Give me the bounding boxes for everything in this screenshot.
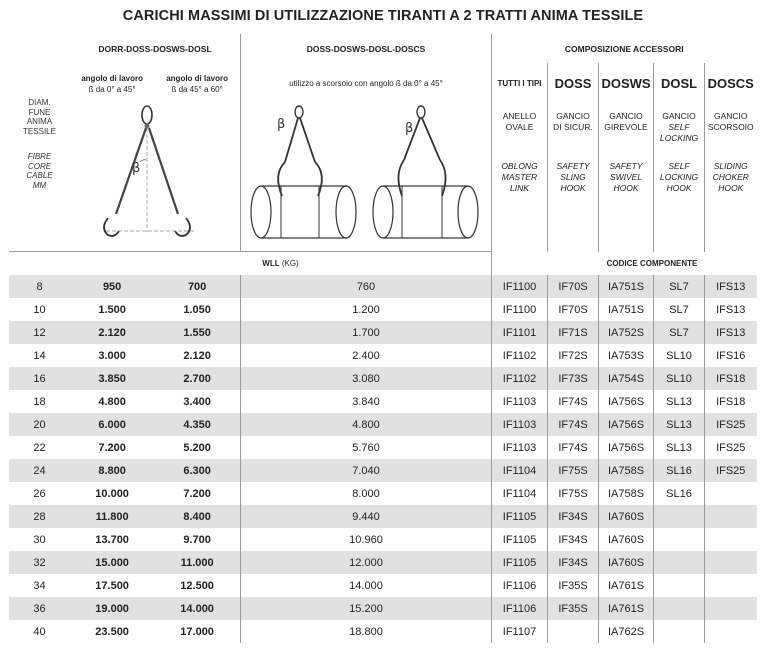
cell-k5 — [705, 574, 757, 597]
cell-k3: IA756S — [599, 436, 654, 459]
cell-a: 17.500 — [95, 579, 129, 592]
wll-unit: (KG) — [281, 259, 299, 268]
cell-k4 — [654, 505, 705, 528]
cell-c: 8.000 — [241, 482, 492, 505]
acc-en: HOOK — [613, 183, 639, 193]
table-row — [9, 275, 757, 298]
cell-d: 24 — [9, 459, 70, 482]
acc-desc-3 — [654, 104, 705, 252]
cell-k5: IFS25 — [705, 436, 757, 459]
cell-k1: IF1100 — [492, 275, 548, 298]
cell-d: 30 — [33, 533, 46, 546]
acc-en: SELF — [668, 161, 690, 171]
cell-c: 14.000 — [241, 574, 492, 597]
cell-a: 4.800 — [98, 395, 126, 408]
cell-b: 3.400 — [183, 395, 211, 408]
cell-c: 5.760 — [241, 436, 492, 459]
wll-table — [9, 34, 757, 643]
cell-k3: IA761S — [599, 597, 654, 620]
table-row — [9, 298, 757, 321]
angle-3: utilizzo a scorsoio con angolo ß da 0° a 45° — [241, 63, 492, 104]
cell-a: 950 — [70, 275, 154, 298]
cell-k5: IFS18 — [705, 390, 757, 413]
cell-k5: IFS25 — [705, 413, 757, 436]
cell-k4: SL13 — [654, 413, 705, 436]
cell-a: 13.700 — [95, 533, 129, 546]
two-leg-sling-illustration — [70, 104, 240, 251]
cell-c: 7.040 — [241, 459, 492, 482]
caption-line: DIAM. — [28, 98, 51, 107]
codice-componente-label: CODICE COMPONENTE — [606, 258, 698, 268]
cell-k2: IF34S — [548, 528, 599, 551]
cell-k2: IF70S — [548, 275, 599, 298]
caption-line: TESSILE — [23, 126, 56, 136]
cell-k4 — [654, 620, 705, 643]
cell-k3: IA762S — [599, 620, 654, 643]
caption-line-en: MM — [32, 180, 47, 190]
acc-code-1: DOSS — [548, 63, 599, 104]
acc-it: GANCIO — [662, 111, 696, 121]
cell-k3: IA756S — [599, 390, 654, 413]
cell-k5 — [705, 482, 757, 505]
cell-c: 4.800 — [241, 413, 492, 436]
acc-code-2: DOSWS — [599, 63, 654, 104]
cell-k4: SL10 — [654, 344, 705, 367]
cell-k4 — [654, 597, 705, 620]
acc-en: SLIDING — [713, 161, 748, 171]
acc-desc-4 — [705, 104, 757, 252]
cell-d: 40 — [33, 625, 46, 638]
cell-a: 10.000 — [95, 487, 129, 500]
acc-en: MASTER — [501, 172, 538, 182]
page-title: CARICHI MASSIMI DI UTILIZZAZIONE TIRANTI A 2 TRATTI ANIMA TESSILE — [122, 8, 644, 24]
table-row — [9, 551, 757, 574]
acc-code-3: DOSL — [654, 63, 705, 104]
cell-k3: IA760S — [599, 551, 654, 574]
beta-label: β — [132, 161, 141, 176]
acc-code-4: DOSCS — [705, 63, 757, 104]
cell-c: 1.200 — [241, 298, 492, 321]
cell-k3: IA753S — [599, 344, 654, 367]
table-row — [9, 413, 757, 436]
acc-desc-2 — [599, 104, 654, 252]
cell-k2: IF70S — [548, 298, 599, 321]
acc-it: OVALE — [505, 122, 534, 132]
cell-d: 14 — [33, 349, 46, 362]
cell-k2: IF74S — [548, 390, 599, 413]
cell-b: 8.400 — [154, 505, 240, 528]
cell-k1: IF1105 — [492, 505, 548, 528]
cell-a: 3.000 — [98, 349, 126, 362]
cell-d: 12 — [9, 321, 70, 344]
table-row — [9, 597, 757, 620]
acc-it: GIREVOLE — [604, 122, 648, 132]
cell-d: 16 — [9, 367, 70, 390]
cell-a: 6.000 — [70, 413, 154, 436]
acc-en: HOOK — [560, 183, 586, 193]
cell-k5 — [705, 597, 757, 620]
cell-d: 34 — [33, 579, 46, 592]
cell-b: 17.000 — [180, 625, 214, 638]
cell-d: 8 — [9, 275, 70, 298]
cell-k3: IA760S — [599, 528, 654, 551]
cell-k2: IF35S — [548, 574, 599, 597]
cell-k5 — [705, 620, 757, 643]
acc-it: ANELLO — [502, 111, 537, 121]
wll-text: WLL — [262, 259, 280, 268]
cell-k1: IF1106 — [492, 597, 548, 620]
cell-k1: IF1105 — [492, 528, 548, 551]
acc-it: LOCKING — [659, 133, 699, 143]
cell-k5: IFS25 — [705, 459, 757, 482]
cell-k5: IFS16 — [705, 344, 757, 367]
table-row — [9, 574, 757, 597]
wll-label — [70, 252, 492, 276]
cell-b: 4.350 — [154, 413, 240, 436]
cell-a: 2.120 — [70, 321, 154, 344]
cell-k5 — [705, 505, 757, 528]
cell-b: 12.500 — [180, 579, 214, 592]
cell-c: 760 — [241, 275, 492, 298]
caption-line-en: CORE — [27, 161, 52, 171]
cell-k3: IA756S — [599, 413, 654, 436]
cell-k1: IF1105 — [492, 551, 548, 574]
table-body — [9, 275, 757, 643]
cell-k2 — [548, 620, 599, 643]
cell-k1: IF1102 — [492, 367, 548, 390]
table-row — [9, 321, 757, 344]
cell-c: 10.960 — [241, 528, 492, 551]
cell-d: 36 — [9, 597, 70, 620]
cell-k3: IA758S — [599, 482, 654, 505]
cell-k4: SL10 — [654, 367, 705, 390]
cell-k1: IF1100 — [492, 298, 548, 321]
cell-k1: IF1102 — [492, 344, 548, 367]
cell-k3: IA761S — [599, 574, 654, 597]
cell-d: 28 — [9, 505, 70, 528]
cell-a: 23.500 — [95, 625, 129, 638]
angle-line: angolo di lavoro — [166, 73, 228, 83]
cell-a: 7.200 — [98, 441, 126, 454]
cell-b: 700 — [154, 275, 240, 298]
cell-b: 14.000 — [154, 597, 240, 620]
acc-en: CHOKER — [712, 172, 749, 182]
cell-k4 — [654, 551, 705, 574]
cell-a: 15.000 — [70, 551, 154, 574]
cell-d: 10 — [33, 303, 46, 316]
cell-c: 15.200 — [241, 597, 492, 620]
cell-k4: SL7 — [654, 298, 705, 321]
beta-label: β — [405, 121, 414, 136]
cell-c: 9.440 — [241, 505, 492, 528]
cell-k2: IF74S — [548, 436, 599, 459]
cell-c: 18.800 — [241, 620, 492, 643]
cell-k3: IA751S — [599, 275, 654, 298]
cell-k3: IA754S — [599, 367, 654, 390]
cell-k1: IF1103 — [492, 413, 548, 436]
cell-k4: SL16 — [654, 459, 705, 482]
acc-en: LOCKING — [659, 172, 699, 182]
table-row — [9, 620, 757, 643]
cell-k4: SL13 — [654, 390, 705, 413]
cell-k1: IF1101 — [492, 321, 548, 344]
acc-en: SWIVEL — [609, 172, 643, 182]
angle-line: ß da 45° a 60° — [171, 84, 223, 94]
cell-k1: IF1107 — [492, 620, 548, 643]
acc-en: OBLONG — [501, 161, 538, 171]
cell-k5: IFS18 — [705, 367, 757, 390]
cell-c: 3.840 — [241, 390, 492, 413]
cell-b: 2.120 — [183, 349, 211, 362]
caption-line: FUNE — [28, 107, 51, 117]
cell-b: 7.200 — [183, 487, 211, 500]
cell-k4: SL13 — [654, 436, 705, 459]
angle-2 — [154, 63, 240, 104]
table-row — [9, 528, 757, 551]
angle-line: ß da 0° a 45° — [88, 84, 136, 94]
cell-k2: IF74S — [548, 413, 599, 436]
acc-desc-0 — [492, 104, 548, 252]
acc-en: HOOK — [718, 183, 744, 193]
cell-k5: IFS13 — [705, 275, 757, 298]
table-row — [9, 505, 757, 528]
cell-k2: IF75S — [548, 482, 599, 505]
cell-k2: IF75S — [548, 459, 599, 482]
cell-a: 8.800 — [70, 459, 154, 482]
caption-line-en: CABLE — [26, 171, 53, 180]
cell-k1: IF1103 — [492, 436, 548, 459]
angle-line: angolo di lavoro — [81, 73, 143, 83]
table-row — [9, 367, 757, 390]
table-row — [9, 459, 757, 482]
caption-line-en: FIBRE — [27, 152, 52, 161]
cell-a: 11.800 — [70, 505, 154, 528]
cell-k4 — [654, 574, 705, 597]
choker-diagram — [241, 104, 492, 252]
cell-d: 26 — [33, 487, 46, 500]
cell-k4: SL16 — [654, 482, 705, 505]
cell-k5: IFS13 — [705, 298, 757, 321]
acc-en: SAFETY — [609, 161, 643, 171]
acc-en: SAFETY — [556, 161, 590, 171]
acc-it: SELF — [668, 122, 690, 132]
cell-k1: IF1103 — [492, 390, 548, 413]
two-leg-diagram — [70, 104, 241, 252]
cell-c: 12.000 — [241, 551, 492, 574]
cell-k2: IF34S — [548, 551, 599, 574]
acc-desc-1 — [548, 104, 599, 252]
cell-b: 5.200 — [183, 441, 211, 454]
acc-it: GANCIO — [609, 111, 643, 121]
group-header-2: DOSS-DOSWS-DOSL-DOSCS — [241, 34, 492, 63]
cell-b: 6.300 — [154, 459, 240, 482]
acc-en: LINK — [510, 183, 529, 193]
choker-sling-illustration — [241, 104, 491, 251]
cell-k5 — [705, 551, 757, 574]
table-row — [9, 436, 757, 459]
cell-a: 3.850 — [70, 367, 154, 390]
cell-k3: IA758S — [599, 459, 654, 482]
cell-b: 11.000 — [154, 551, 240, 574]
group-header-3: COMPOSIZIONE ACCESSORI — [492, 34, 757, 63]
acc-en: HOOK — [666, 183, 692, 193]
cell-k3: IA752S — [599, 321, 654, 344]
angle-1 — [70, 63, 154, 104]
acc-it: SCORSOIO — [707, 122, 754, 132]
cell-k4: SL7 — [654, 321, 705, 344]
table-row — [9, 482, 757, 505]
cell-d: 22 — [33, 441, 46, 454]
cell-a: 19.000 — [70, 597, 154, 620]
cell-k1: IF1104 — [492, 459, 548, 482]
cell-b: 1.550 — [154, 321, 240, 344]
cell-c: 1.700 — [241, 321, 492, 344]
acc-en: SLING — [560, 172, 586, 182]
cell-k5 — [705, 528, 757, 551]
acc-code-0: TUTTI I TIPI — [492, 63, 548, 104]
cell-k2: IF72S — [548, 344, 599, 367]
cell-a: 1.500 — [98, 303, 126, 316]
cell-k2: IF71S — [548, 321, 599, 344]
cell-b: 9.700 — [183, 533, 211, 546]
cell-k4 — [654, 528, 705, 551]
cell-k2: IF35S — [548, 597, 599, 620]
cell-b: 1.050 — [183, 303, 211, 316]
cell-b: 2.700 — [154, 367, 240, 390]
cell-c: 3.080 — [241, 367, 492, 390]
table-row — [9, 390, 757, 413]
cell-k1: IF1106 — [492, 574, 548, 597]
beta-label: β — [277, 117, 286, 132]
cell-d: 20 — [9, 413, 70, 436]
table-row — [9, 344, 757, 367]
cell-k1: IF1104 — [492, 482, 548, 505]
group-header-1: DORR-DOSS-DOSWS-DOSL — [98, 43, 212, 54]
acc-it: GANCIO — [713, 111, 748, 121]
cell-k3: IA751S — [599, 298, 654, 321]
cell-d: 32 — [9, 551, 70, 574]
cell-k4: SL7 — [654, 275, 705, 298]
cell-d: 18 — [33, 395, 46, 408]
cell-k2: IF34S — [548, 505, 599, 528]
diameter-caption — [9, 34, 70, 252]
caption-line: ANIMA — [26, 117, 53, 126]
acc-it: DI SICUR. — [553, 122, 593, 132]
cell-k3: IA760S — [599, 505, 654, 528]
acc-it: GANCIO — [556, 111, 590, 121]
cell-k5: IFS13 — [705, 321, 757, 344]
cell-k2: IF73S — [548, 367, 599, 390]
cell-c: 2.400 — [241, 344, 492, 367]
